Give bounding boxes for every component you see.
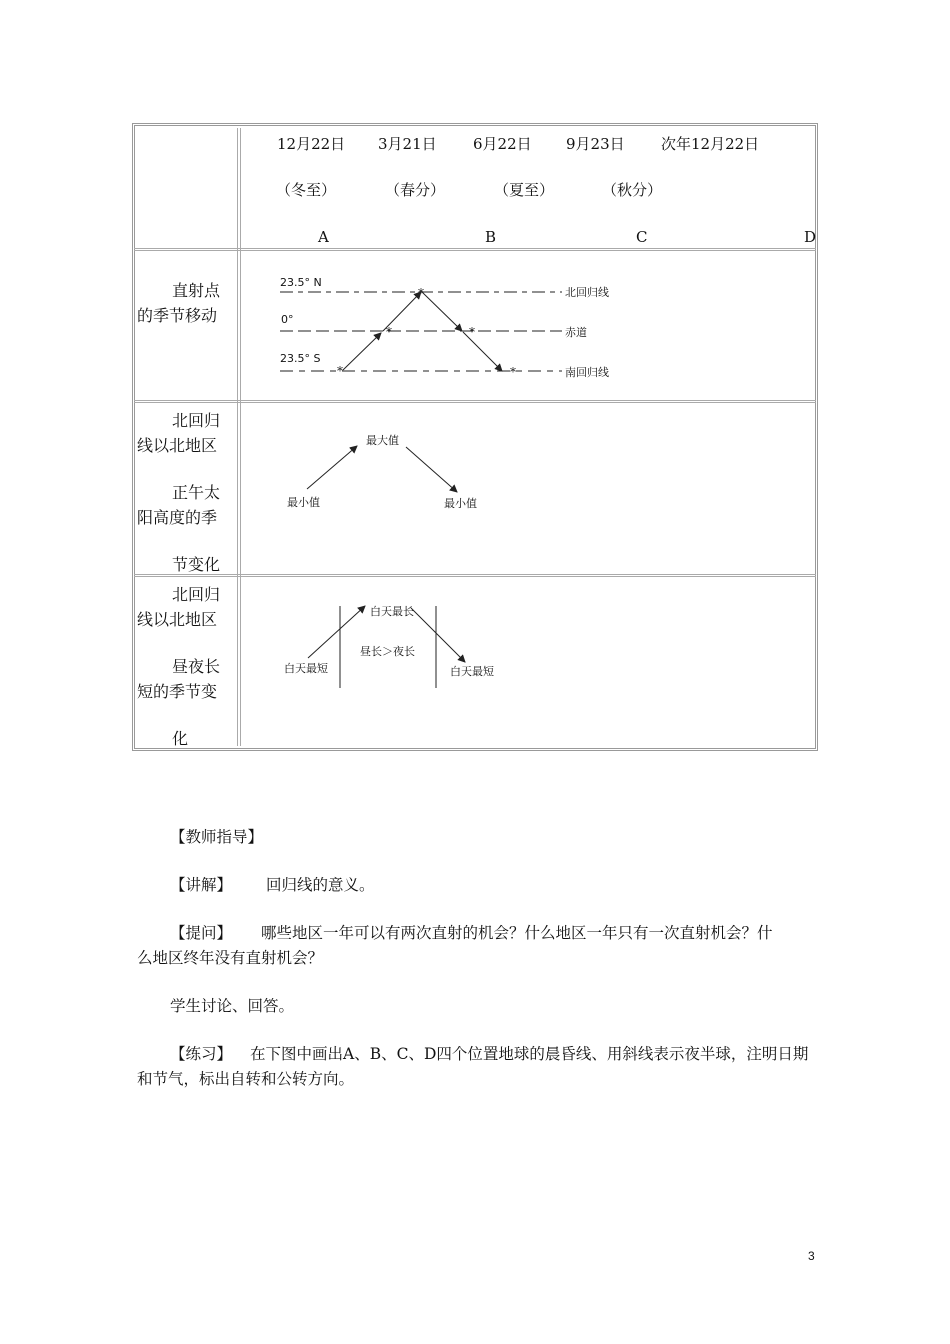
- question-text: 么地区终年没有直射机会？: [137, 949, 324, 967]
- star-mark: *: [510, 365, 516, 379]
- label-line: 短的季节变: [137, 682, 218, 701]
- label-line: 节变化: [172, 555, 221, 574]
- star-mark: *: [469, 325, 475, 339]
- min-value-label: 最小值: [444, 497, 477, 510]
- label-line: 昼夜长: [172, 657, 221, 676]
- rise-arrow: [308, 606, 365, 658]
- date-label: 12月22日: [277, 135, 346, 153]
- label-line: 化: [172, 729, 189, 748]
- latitude-label: 23.5° S: [280, 352, 321, 365]
- star-mark: *: [418, 286, 424, 300]
- label-line: 线以北地区: [137, 436, 218, 455]
- solar-term-label: （秋分）: [602, 181, 663, 199]
- tropic-capricorn-label: 南回归线: [565, 366, 609, 379]
- page-number: 3: [808, 1249, 815, 1263]
- explain-tag: 【讲解】: [170, 876, 233, 894]
- label-line: 北回归: [172, 585, 221, 604]
- label-line: 线以北地区: [137, 610, 218, 629]
- solar-term-label: （春分）: [385, 181, 446, 199]
- latitude-label: 23.5° N: [280, 276, 322, 289]
- star-mark: *: [386, 325, 392, 339]
- section-heading: 【教师指导】: [170, 828, 264, 846]
- fall-arrow: [411, 608, 465, 662]
- practice-text: 在下图中画出A、B、C、D四个位置地球的晨昏线、用斜线表示夜半球，注明日期: [250, 1045, 809, 1063]
- practice-text: 和节气，标出自转和公转方向。: [137, 1070, 355, 1088]
- position-letter: C: [636, 228, 648, 246]
- date-label: 次年12月22日: [661, 135, 760, 153]
- shortest-day-label: 白天最短: [450, 665, 494, 678]
- label-line: 直射点: [172, 281, 221, 300]
- day-longer-label: 昼长＞夜长: [360, 645, 415, 658]
- max-value-label: 最大值: [366, 434, 399, 447]
- equator-label: 赤道: [565, 326, 587, 339]
- date-label: 9月23日: [566, 135, 625, 153]
- position-letter: B: [485, 228, 497, 246]
- date-label: 3月21日: [378, 135, 437, 153]
- discussion-text: 学生讨论、回答。: [170, 997, 295, 1015]
- position-letter: A: [318, 228, 329, 246]
- tropic-cancer-label: 北回归线: [565, 286, 609, 299]
- practice-tag: 【练习】: [170, 1045, 233, 1063]
- label-line: 的季节移动: [137, 306, 218, 325]
- longest-day-label: 白天最长: [370, 605, 414, 618]
- position-letter: D: [804, 228, 817, 246]
- label-line: 阳高度的季: [137, 508, 218, 527]
- solar-term-label: （冬至）: [276, 181, 337, 199]
- question-text: 哪些地区一年可以有两次直射的机会？什么地区一年只有一次直射机会？什: [261, 924, 773, 942]
- label-line: 正午太: [172, 483, 221, 502]
- question-tag: 【提问】: [170, 924, 233, 942]
- latitude-label: 0°: [281, 313, 294, 326]
- min-value-label: 最小值: [287, 496, 320, 509]
- date-label: 6月22日: [473, 135, 532, 153]
- shortest-day-label: 白天最短: [284, 662, 328, 675]
- label-line: 北回归: [172, 411, 221, 430]
- explain-text: 回归线的意义。: [266, 876, 375, 894]
- solar-term-label: （夏至）: [494, 181, 555, 199]
- star-mark: *: [337, 364, 343, 378]
